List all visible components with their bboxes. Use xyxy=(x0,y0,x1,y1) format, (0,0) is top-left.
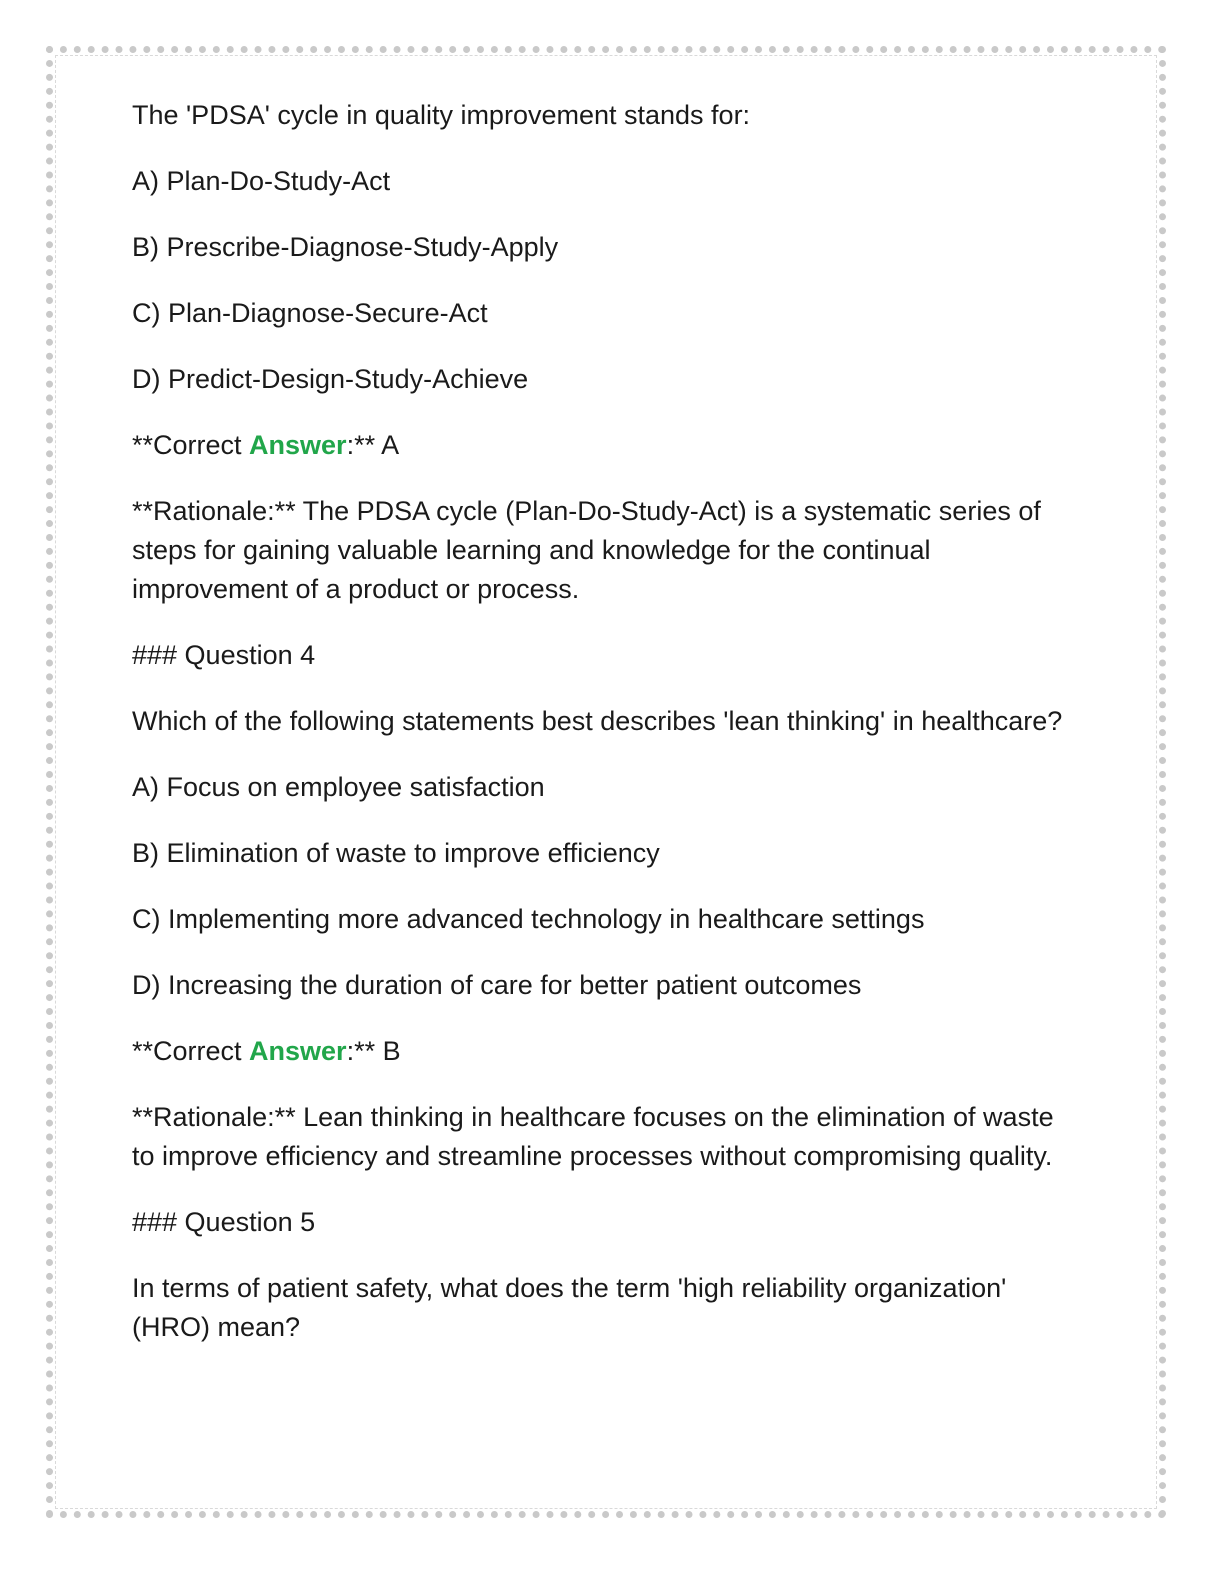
q3-rationale: **Rationale:** The PDSA cycle (Plan-Do-Study-Act) is a systematic series of steps for gaining valuable learning and knowledge for the continual improvement of a product or process. xyxy=(132,496,1041,604)
q3-answer-word: Answer xyxy=(249,430,347,460)
q4-option-a: A) Focus on employee satisfaction xyxy=(132,772,545,802)
q4-option-d: D) Increasing the duration of care for better patient outcomes xyxy=(132,970,862,1000)
q3-option-c: C) Plan-Diagnose-Secure-Act xyxy=(132,298,488,328)
q3-option-b: B) Prescribe-Diagnose-Study-Apply xyxy=(132,232,559,262)
q4-option-c: C) Implementing more advanced technology in healthcare settings xyxy=(132,904,925,934)
q3-answer-prefix: **Correct xyxy=(132,430,250,460)
document-body xyxy=(132,96,1082,1374)
q3-correct-answer xyxy=(132,426,1082,465)
q4-heading: ### Question 4 xyxy=(132,640,316,670)
q4-answer-prefix: **Correct xyxy=(132,1036,250,1066)
q4-stem: Which of the following statements best describes 'lean thinking' in healthcare? xyxy=(132,706,1063,736)
q5-stem: In terms of patient safety, what does the term 'high reliability organization' (HRO) mean? xyxy=(132,1273,1007,1342)
q4-correct-answer xyxy=(132,1032,1082,1071)
q4-rationale: **Rationale:** Lean thinking in healthcare focuses on the elimination of waste to improve efficiency and streamline processes without compromising quality. xyxy=(132,1102,1054,1171)
q3-answer-suffix: :** A xyxy=(346,430,400,460)
q3-option-a: A) Plan-Do-Study-Act xyxy=(132,166,391,196)
q4-answer-word: Answer xyxy=(249,1036,347,1066)
q3-stem: The 'PDSA' cycle in quality improvement stands for: xyxy=(132,100,751,130)
q3-option-d: D) Predict-Design-Study-Achieve xyxy=(132,364,529,394)
q4-option-b: B) Elimination of waste to improve efficiency xyxy=(132,838,660,868)
q4-answer-suffix: :** B xyxy=(346,1036,401,1066)
q5-heading: ### Question 5 xyxy=(132,1207,316,1237)
